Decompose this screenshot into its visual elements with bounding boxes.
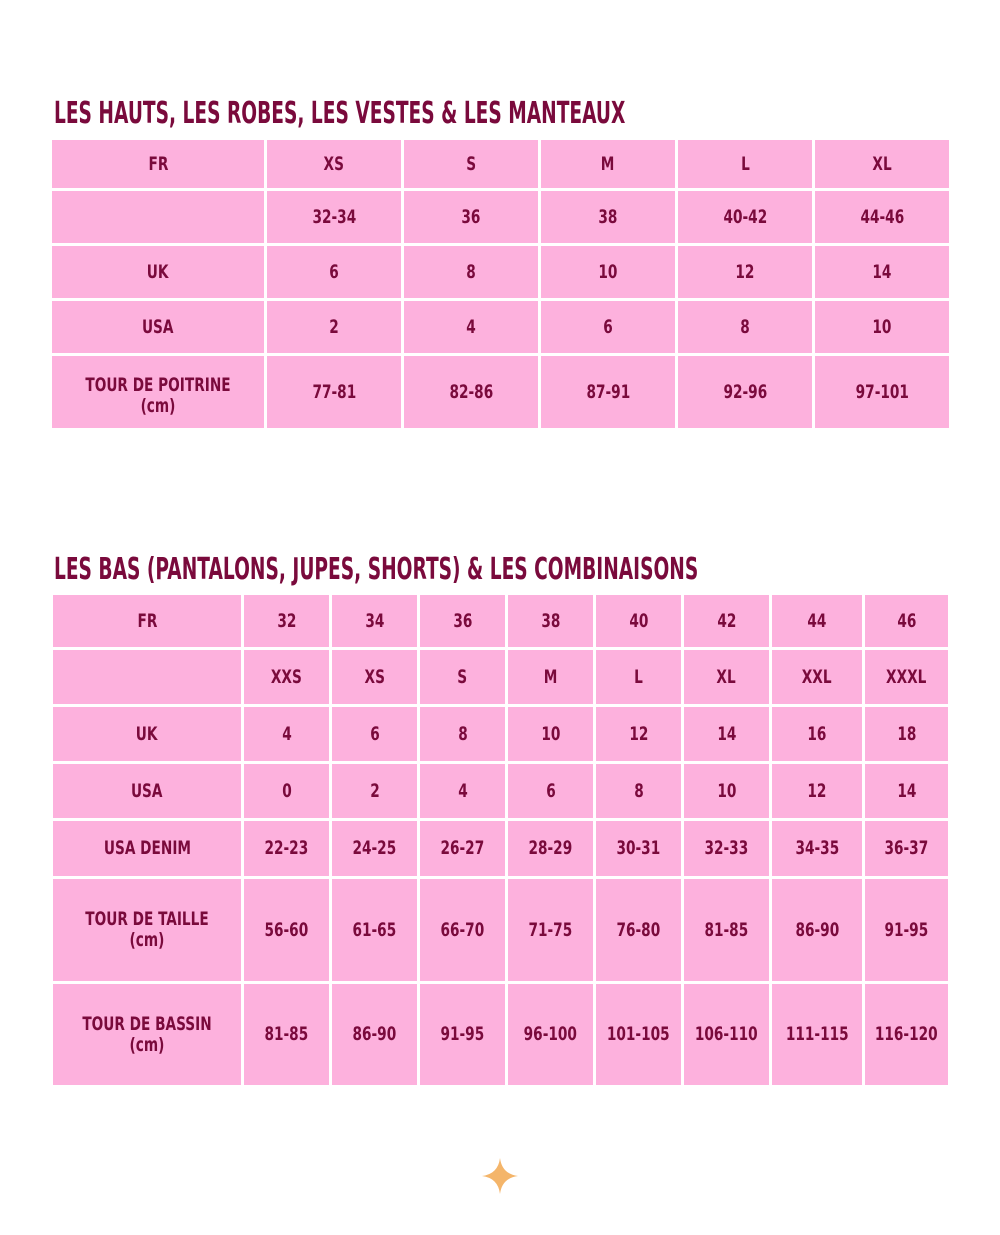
table-row xyxy=(53,764,948,821)
size-cell: XL xyxy=(684,650,772,707)
table-row xyxy=(53,879,948,984)
table-row xyxy=(53,821,948,879)
size-cell: 40 xyxy=(596,595,684,650)
size-cell: 30-31 xyxy=(596,821,684,879)
size-cell: 6 xyxy=(267,246,404,301)
size-cell: 92-96 xyxy=(678,356,815,428)
table-row xyxy=(52,301,949,356)
size-cell: 76-80 xyxy=(596,879,684,984)
size-cell: 4 xyxy=(404,301,541,356)
size-cell: 42 xyxy=(684,595,772,650)
size-cell: 10 xyxy=(684,764,772,821)
size-cell: 10 xyxy=(815,301,949,356)
size-cell: 61-65 xyxy=(332,879,420,984)
row-label: TOUR DE POITRINE (cm) xyxy=(52,356,267,428)
table-row xyxy=(53,707,948,764)
size-cell: 6 xyxy=(541,301,678,356)
row-label: USA xyxy=(52,301,267,356)
size-cell: 91-95 xyxy=(420,984,508,1085)
size-cell: 36 xyxy=(420,595,508,650)
size-cell: 36 xyxy=(404,191,541,246)
size-cell: 24-25 xyxy=(332,821,420,879)
size-cell: 81-85 xyxy=(244,984,332,1085)
row-label: UK xyxy=(52,246,267,301)
size-cell: 22-23 xyxy=(244,821,332,879)
tops-size-chart-title: LES HAUTS, LES ROBES, LES VESTES & LES MANTEAUX xyxy=(54,96,626,131)
size-cell: 82-86 xyxy=(404,356,541,428)
size-cell: 86-90 xyxy=(332,984,420,1085)
size-cell: 14 xyxy=(865,764,948,821)
size-cell: 10 xyxy=(541,246,678,301)
table-row xyxy=(53,984,948,1085)
size-cell: 16 xyxy=(772,707,865,764)
size-cell: 8 xyxy=(678,301,815,356)
size-cell: 36-37 xyxy=(865,821,948,879)
size-cell: 6 xyxy=(508,764,596,821)
size-cell: 34 xyxy=(332,595,420,650)
size-cell: 6 xyxy=(332,707,420,764)
size-cell: L xyxy=(678,140,815,191)
table-row xyxy=(53,595,948,650)
size-cell: 4 xyxy=(244,707,332,764)
row-label: UK xyxy=(53,707,244,764)
size-cell: 38 xyxy=(508,595,596,650)
size-cell: 18 xyxy=(865,707,948,764)
sparkle-icon xyxy=(481,1157,519,1195)
size-cell: 4 xyxy=(420,764,508,821)
table-row xyxy=(52,246,949,301)
size-cell: 77-81 xyxy=(267,356,404,428)
size-cell: 8 xyxy=(404,246,541,301)
row-label: FR xyxy=(53,595,244,650)
size-cell: 106-110 xyxy=(684,984,772,1085)
size-cell: 12 xyxy=(596,707,684,764)
size-cell: M xyxy=(541,140,678,191)
bottoms-size-table xyxy=(53,595,948,1085)
size-cell: 12 xyxy=(678,246,815,301)
size-cell: S xyxy=(420,650,508,707)
size-cell: 96-100 xyxy=(508,984,596,1085)
table-row xyxy=(52,140,949,191)
row-label: USA xyxy=(53,764,244,821)
size-cell: 8 xyxy=(596,764,684,821)
size-cell: XXL xyxy=(772,650,865,707)
size-cell: XXS xyxy=(244,650,332,707)
size-cell: 46 xyxy=(865,595,948,650)
row-label: FR xyxy=(52,140,267,191)
size-cell: 10 xyxy=(508,707,596,764)
row-label: TOUR DE TAILLE (cm) xyxy=(53,879,244,984)
row-label xyxy=(53,650,244,707)
tops-size-table xyxy=(52,140,949,428)
size-cell: 40-42 xyxy=(678,191,815,246)
size-cell: M xyxy=(508,650,596,707)
size-cell: 8 xyxy=(420,707,508,764)
size-cell: 101-105 xyxy=(596,984,684,1085)
size-cell: 0 xyxy=(244,764,332,821)
size-cell: 97-101 xyxy=(815,356,949,428)
size-cell: L xyxy=(596,650,684,707)
bottoms-size-chart-title: LES BAS (PANTALONS, JUPES, SHORTS) & LES COMBINAISONS xyxy=(54,552,699,587)
size-cell: 91-95 xyxy=(865,879,948,984)
size-cell: XS xyxy=(267,140,404,191)
table-row xyxy=(52,356,949,428)
size-cell: 12 xyxy=(772,764,865,821)
table-row xyxy=(53,650,948,707)
size-cell: 2 xyxy=(332,764,420,821)
size-cell: 38 xyxy=(541,191,678,246)
table-row xyxy=(52,191,949,246)
row-label xyxy=(52,191,267,246)
size-cell: 32 xyxy=(244,595,332,650)
size-cell: 66-70 xyxy=(420,879,508,984)
size-cell: XL xyxy=(815,140,949,191)
size-cell: 44 xyxy=(772,595,865,650)
size-cell: 44-46 xyxy=(815,191,949,246)
size-cell: 81-85 xyxy=(684,879,772,984)
size-cell: 87-91 xyxy=(541,356,678,428)
size-cell: S xyxy=(404,140,541,191)
size-cell: 28-29 xyxy=(508,821,596,879)
size-cell: 34-35 xyxy=(772,821,865,879)
size-cell: 32-34 xyxy=(267,191,404,246)
row-label: USA DENIM xyxy=(53,821,244,879)
size-cell: 14 xyxy=(815,246,949,301)
size-cell: 111-115 xyxy=(772,984,865,1085)
size-cell: 86-90 xyxy=(772,879,865,984)
size-cell: 2 xyxy=(267,301,404,356)
size-cell: 116-120 xyxy=(865,984,948,1085)
size-cell: XS xyxy=(332,650,420,707)
size-cell: XXXL xyxy=(865,650,948,707)
size-cell: 26-27 xyxy=(420,821,508,879)
row-label: TOUR DE BASSIN (cm) xyxy=(53,984,244,1085)
size-cell: 71-75 xyxy=(508,879,596,984)
size-cell: 32-33 xyxy=(684,821,772,879)
size-cell: 56-60 xyxy=(244,879,332,984)
size-cell: 14 xyxy=(684,707,772,764)
